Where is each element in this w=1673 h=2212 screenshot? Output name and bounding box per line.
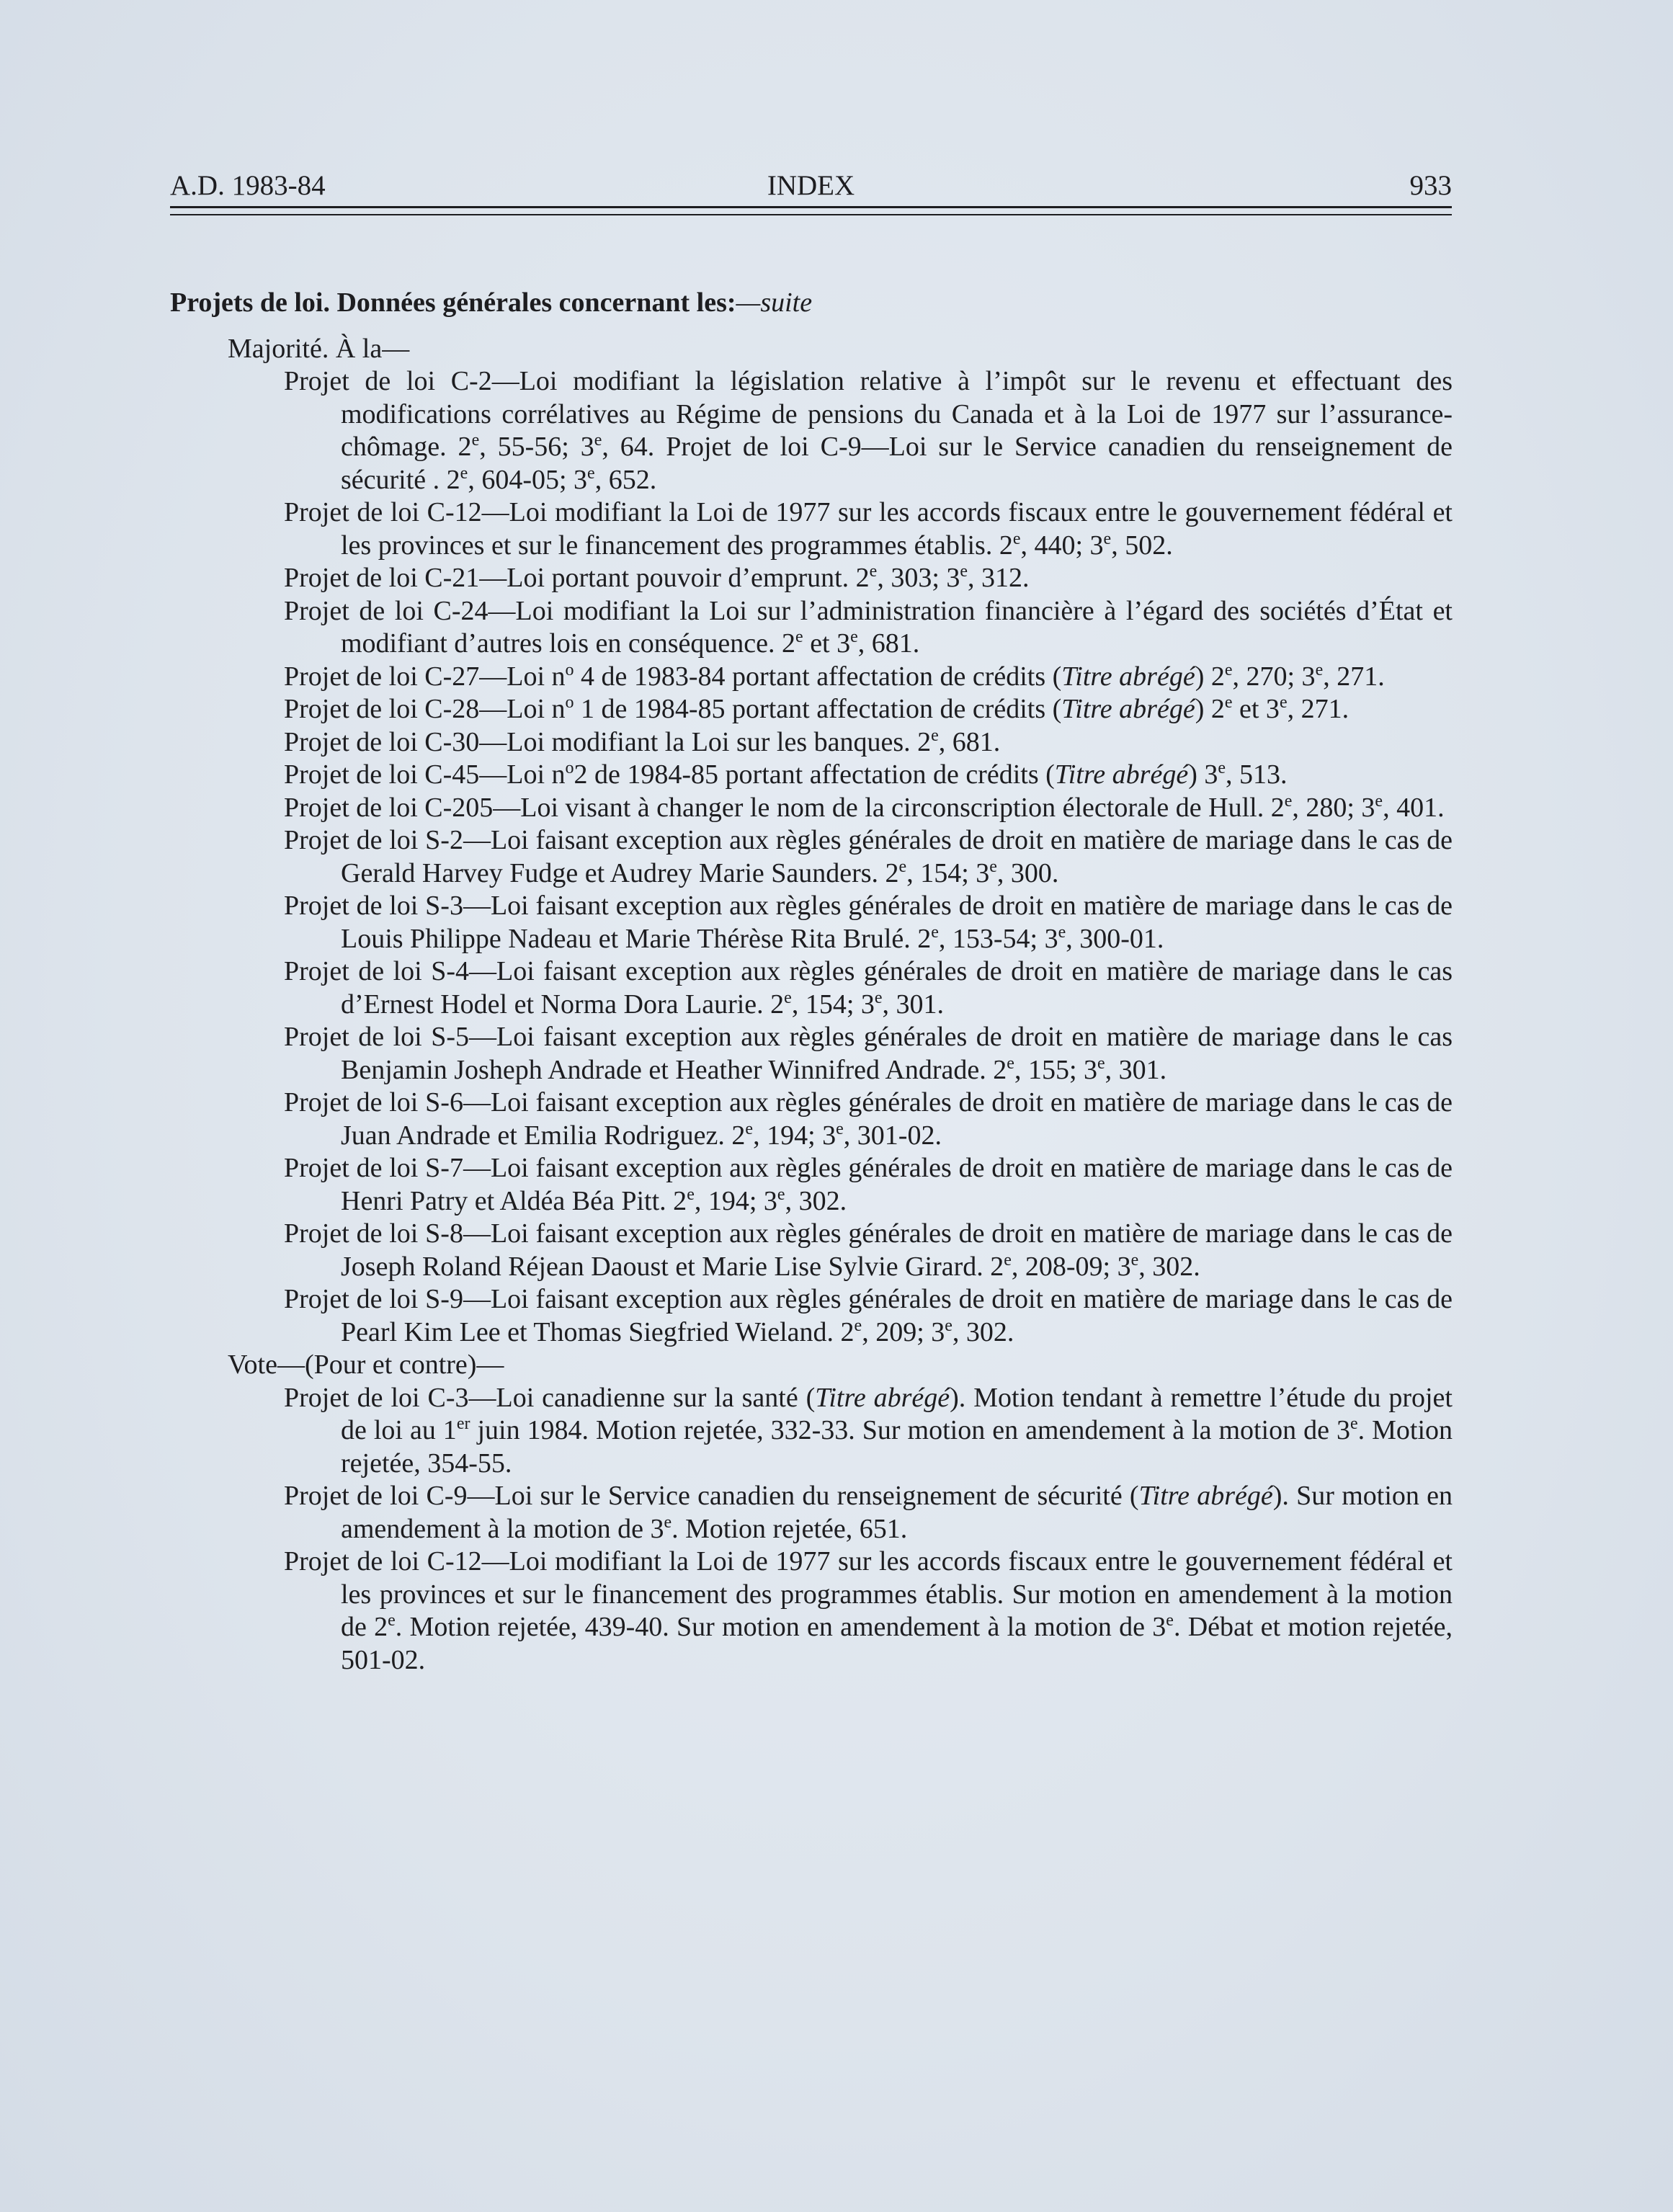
index-entry bbox=[170, 1021, 1453, 1087]
index-entry bbox=[170, 496, 1453, 562]
running-header bbox=[170, 164, 1452, 208]
superscript: e bbox=[960, 562, 968, 581]
entry-text: Projet de loi S-9—Loi faisant exception aux règles générales de droit en matière de mariage dans le cas de Pearl Kim Lee et Thomas Siegfried Wieland. 2 bbox=[284, 1284, 1453, 1347]
italic-text: Titre abrégé bbox=[815, 1382, 950, 1413]
superscript: e bbox=[1349, 1414, 1358, 1433]
superscript: e bbox=[784, 988, 792, 1007]
superscript: e bbox=[874, 988, 883, 1007]
entry-text: , 271. bbox=[1287, 694, 1349, 724]
index-entry bbox=[170, 1218, 1453, 1283]
superscript: e bbox=[1224, 660, 1233, 679]
index-entry bbox=[170, 824, 1453, 890]
superscript: e bbox=[1284, 791, 1293, 811]
index-entry bbox=[170, 661, 1453, 694]
italic-text: Titre abrégé bbox=[1061, 661, 1195, 692]
superscript: e bbox=[869, 562, 878, 581]
italic-text: Titre abrégé bbox=[1054, 759, 1189, 790]
italic-text: Titre abrégé bbox=[1061, 694, 1195, 724]
superscript: e bbox=[1130, 1250, 1139, 1270]
superscript: e bbox=[594, 431, 602, 450]
entry-text: , 312. bbox=[968, 563, 1030, 593]
italic-text: Titre abrégé bbox=[1138, 1481, 1273, 1511]
entry-text: juin 1984. Motion rejetée, 332-33. Sur motion en amendement à la motion de 3 bbox=[470, 1415, 1350, 1445]
index-entry bbox=[170, 562, 1453, 595]
section-heading bbox=[170, 287, 1453, 320]
entry-text: Projet de loi S-6—Loi faisant exception aux règles générales de droit en matière de mariage dans le cas de Juan Andrade et Emilia Rodriguez. 2 bbox=[284, 1087, 1453, 1151]
section-heading-suffix: —suite bbox=[736, 287, 813, 318]
index-entry bbox=[170, 693, 1453, 726]
entry-text: , 271. bbox=[1323, 661, 1385, 692]
entry-text: Projet de loi C-9—Loi sur le Service canadien du renseignement de sécurité ( bbox=[284, 1481, 1139, 1511]
entry-text: , 604-05; 3 bbox=[468, 464, 588, 495]
section-heading-text: Projets de loi. Données générales concernant les: bbox=[170, 287, 736, 318]
entry-text: Projet de loi C-2—Loi modifiant la législation relative à l’impôt sur le revenu et effectuant des modifications corrélatives au Régime de pensions du Canada et à la Loi de 1977 sur l’assurance-chômage. 2 bbox=[284, 366, 1453, 462]
superscript: e bbox=[777, 1185, 785, 1204]
entry-text: Projet de loi C-205—Loi visant à changer le nom de la circonscription électorale de Hull. 2 bbox=[284, 792, 1285, 823]
subentry-heading: Vote—(Pour et contre)— bbox=[228, 1350, 504, 1380]
superscript: e bbox=[1279, 693, 1288, 712]
entry-text: ) 2 bbox=[1195, 694, 1225, 724]
entry-text: Projet de loi C-21—Loi portant pouvoir d’emprunt. 2 bbox=[284, 563, 870, 593]
index-entry bbox=[170, 759, 1453, 792]
entry-text: Projet de loi C-27—Loi n bbox=[284, 661, 566, 692]
entry-text: , 64. Projet de loi C-9—Loi sur le Service canadien du renseignement de sécurité . 2 bbox=[341, 432, 1453, 495]
index-entry bbox=[170, 1087, 1453, 1152]
entry-text: , 652. bbox=[594, 464, 657, 495]
superscript: e bbox=[850, 628, 858, 646]
superscript: e bbox=[1058, 922, 1066, 942]
entry-text: et 3 bbox=[1232, 694, 1280, 724]
superscript: e bbox=[1097, 1053, 1105, 1073]
entry-text: , 513. bbox=[1226, 759, 1288, 790]
entry-text: , 302. bbox=[785, 1185, 847, 1216]
entry-text: , 301-02. bbox=[843, 1120, 942, 1151]
superscript: e bbox=[1012, 529, 1021, 548]
superscript: e bbox=[1224, 693, 1233, 712]
entry-text: , 302. bbox=[1138, 1251, 1200, 1282]
entry-text: ) 3 bbox=[1188, 759, 1218, 790]
superscript: o bbox=[565, 660, 574, 679]
entry-text: Projet de loi S-7—Loi faisant exception aux règles générales de droit en matière de mariage dans le cas de Henri Patry et Aldéa Béa Pitt. 2 bbox=[284, 1153, 1453, 1216]
index-content bbox=[170, 287, 1453, 1677]
header-rule-bottom bbox=[170, 214, 1452, 215]
entry-text: , 155; 3 bbox=[1014, 1054, 1098, 1085]
index-entry bbox=[170, 595, 1453, 661]
entry-text: , 301. bbox=[1105, 1054, 1167, 1085]
entry-text: , 303; 3 bbox=[877, 563, 960, 593]
entry-text: , 440; 3 bbox=[1020, 530, 1104, 561]
superscript: e bbox=[945, 1316, 953, 1335]
entry-text: Projet de loi C-30—Loi modifiant la Loi sur les banques. 2 bbox=[284, 726, 932, 757]
header-rule-top bbox=[170, 206, 1452, 208]
entry-text: 4 de 1983-84 portant affectation de crédits ( bbox=[574, 661, 1062, 692]
entry-text: , 401. bbox=[1383, 792, 1445, 823]
header-title: INDEX bbox=[767, 170, 855, 201]
entry-text: , 300. bbox=[996, 857, 1059, 888]
superscript: e bbox=[1218, 759, 1226, 777]
superscript: e bbox=[854, 1316, 862, 1335]
entry-text: , 209; 3 bbox=[862, 1316, 945, 1347]
superscript: e bbox=[836, 1119, 844, 1138]
entry-text: , 270; 3 bbox=[1232, 661, 1316, 692]
superscript: er bbox=[456, 1414, 470, 1433]
index-entry bbox=[170, 1152, 1453, 1218]
entry-text: . Motion rejetée, 439-40. Sur motion en amendement à la motion de 3 bbox=[395, 1612, 1166, 1642]
entry-text: , 194; 3 bbox=[753, 1120, 836, 1151]
superscript: e bbox=[687, 1185, 695, 1204]
index-entry bbox=[170, 1382, 1453, 1481]
entry-text: , 208-09; 3 bbox=[1011, 1251, 1131, 1282]
entry-text: . Motion rejetée, 651. bbox=[672, 1513, 908, 1544]
superscript: e bbox=[1007, 1053, 1014, 1073]
superscript: e bbox=[388, 1611, 396, 1630]
subentry-heading: Majorité. À la— bbox=[228, 333, 410, 364]
superscript: e bbox=[1103, 529, 1112, 548]
entry-text: , 55-56; 3 bbox=[479, 432, 594, 462]
superscript: o bbox=[565, 693, 574, 712]
entry-text: 2 de 1984-85 portant affectation de crédits ( bbox=[574, 759, 1055, 790]
superscript: e bbox=[989, 857, 997, 876]
index-entry bbox=[170, 890, 1453, 955]
superscript: e bbox=[1166, 1611, 1174, 1630]
entry-text: , 154; 3 bbox=[906, 857, 990, 888]
index-entry bbox=[170, 792, 1453, 825]
superscript: e bbox=[745, 1119, 754, 1138]
superscript: e bbox=[460, 463, 468, 483]
entry-text: , 301. bbox=[882, 989, 945, 1020]
entry-text: Projet de loi C-12—Loi modifiant la Loi de 1977 sur les accords fiscaux entre le gouvernement fédéral et les provinces et sur le financement des programmes établis. Sur motion en amendement à la motion de 2 bbox=[284, 1546, 1453, 1642]
index-entry bbox=[170, 365, 1453, 496]
entry-text: . Motion rejetée, 354-55. bbox=[341, 1415, 1453, 1479]
header-year: A.D. 1983-84 bbox=[170, 170, 326, 201]
entry-text: 1 de 1984-85 portant affectation de crédits ( bbox=[574, 694, 1062, 724]
entry-text: ). Motion tendant à remettre l’étude du projet de loi au 1 bbox=[341, 1382, 1453, 1445]
entry-text: Projet de loi S-4—Loi faisant exception aux règles générales de droit en matière de mariage dans le cas d’Ernest Hodel et Norma Dora Laurie. 2 bbox=[284, 956, 1453, 1020]
entry-text: Projet de loi C-3—Loi canadienne sur la santé ( bbox=[284, 1382, 816, 1413]
superscript: e bbox=[898, 857, 907, 876]
entry-text: Projet de loi S-5—Loi faisant exception aux règles générales de droit en matière de mariage dans le cas Benjamin Josheph Andrade et Heather Winnifred Andrade. 2 bbox=[284, 1022, 1453, 1085]
entry-text: Projet de loi C-45—Loi n bbox=[284, 759, 566, 790]
index-entry bbox=[170, 1480, 1453, 1546]
entry-text: Projet de loi S-3—Loi faisant exception aux règles générales de droit en matière de mariage dans le cas de Louis Philippe Nadeau et Marie Thérèse Rita Brulé. 2 bbox=[284, 891, 1453, 954]
superscript: o bbox=[565, 759, 574, 777]
entry-text: Projet de loi S-2—Loi faisant exception aux règles générales de droit en matière de mariage dans le cas de Gerald Harvey Fudge et Audrey Marie Saunders. 2 bbox=[284, 825, 1453, 888]
entry-text: ) 2 bbox=[1195, 661, 1225, 692]
superscript: e bbox=[471, 431, 480, 450]
superscript: e bbox=[795, 628, 803, 646]
index-entry bbox=[170, 1546, 1453, 1677]
entry-text: , 194; 3 bbox=[694, 1185, 777, 1216]
superscript: e bbox=[931, 726, 939, 745]
entry-text: , 280; 3 bbox=[1292, 792, 1375, 823]
entry-text: , 300-01. bbox=[1066, 923, 1164, 954]
entry-text: , 681. bbox=[857, 628, 920, 659]
superscript: e bbox=[1004, 1250, 1012, 1270]
superscript: e bbox=[587, 463, 595, 483]
page-number: 933 bbox=[1409, 170, 1452, 201]
entry-text: et 3 bbox=[803, 628, 851, 659]
entry-text: , 502. bbox=[1111, 530, 1173, 561]
entry-text: ). Sur motion en amendement à la motion de 3 bbox=[341, 1481, 1453, 1544]
entry-text: . Débat et motion rejetée, 501-02. bbox=[341, 1612, 1453, 1675]
superscript: e bbox=[1375, 791, 1383, 811]
entry-text: , 681. bbox=[938, 726, 1001, 757]
entry-text: Projet de loi S-8—Loi faisant exception aux règles générales de droit en matière de mariage dans le cas de Joseph Roland Réjean Daoust et Marie Lise Sylvie Girard. 2 bbox=[284, 1218, 1453, 1282]
superscript: e bbox=[664, 1512, 672, 1532]
entry-text: Projet de loi C-12—Loi modifiant la Loi de 1977 sur les accords fiscaux entre le gouvernement fédéral et les provinces et sur le financement des programmes établis. 2 bbox=[284, 497, 1453, 561]
entry-text: , 302. bbox=[952, 1316, 1014, 1347]
entry-text: , 153-54; 3 bbox=[938, 923, 1058, 954]
entry-text: Projet de loi C-24—Loi modifiant la Loi sur l’administration financière à l’égard des sociétés d’État et modifiant d’autres lois en conséquence. 2 bbox=[284, 595, 1453, 659]
index-groups bbox=[170, 333, 1453, 1677]
index-entry bbox=[170, 726, 1453, 759]
entry-text: Projet de loi C-28—Loi n bbox=[284, 694, 566, 724]
index-entry bbox=[170, 1283, 1453, 1349]
superscript: e bbox=[1315, 660, 1324, 679]
superscript: e bbox=[931, 922, 939, 942]
entry-text: , 154; 3 bbox=[791, 989, 875, 1020]
index-entry bbox=[170, 955, 1453, 1021]
